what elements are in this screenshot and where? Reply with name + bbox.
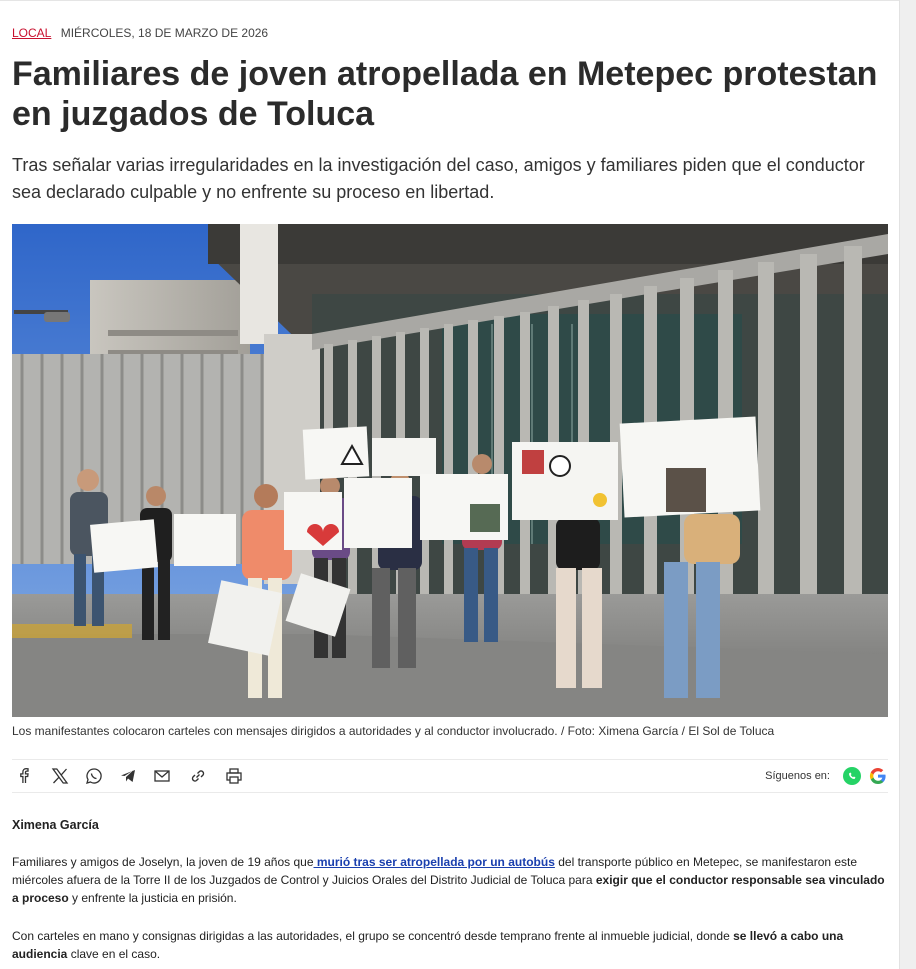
- paragraph-bold: exigir que el conductor responsable sea vinculado a proceso: [12, 873, 885, 905]
- author-name: Ximena García: [12, 818, 99, 832]
- paragraph-1: [12, 853, 888, 907]
- paragraph-text: y enfrente la justicia en prisión.: [68, 891, 237, 905]
- x-icon[interactable]: [50, 766, 72, 786]
- lead-photo: [12, 224, 888, 717]
- publish-date: MIÉRCOLES, 18 DE MARZO DE 2026: [60, 26, 269, 40]
- paragraph-2: [12, 927, 888, 963]
- paragraph-text: Con carteles en mano y consignas dirigidas a las autoridades, el grupo se concentró desde temprano frente al inmueble judicial, donde: [12, 929, 734, 943]
- whatsapp-icon[interactable]: [84, 766, 106, 786]
- whatsapp-channel-icon[interactable]: [842, 766, 862, 786]
- related-article-link[interactable]: murió tras ser atropellada por un autobús: [313, 855, 555, 869]
- article-summary: Tras señalar varias irregularidades en la investigación del caso, amigos y familiares piden que el conductor sea declarado culpable y no enfrente su proceso en libertad.: [12, 155, 865, 202]
- telegram-icon[interactable]: [118, 766, 140, 786]
- follow-label: Síguenos en:: [765, 770, 830, 782]
- email-icon[interactable]: [152, 766, 174, 786]
- facebook-icon[interactable]: [14, 766, 36, 786]
- top-divider: [0, 0, 900, 1]
- vertical-scrollbar[interactable]: [899, 0, 916, 969]
- headline: Familiares de joven atropellada en Metepec protestan en juzgados de Toluca: [12, 55, 878, 133]
- photo-caption: Los manifestantes colocaron carteles con mensajes dirigidos a autoridades y al conductor involucrado. / Foto: Ximena García / El Sol de Toluca: [12, 724, 775, 738]
- paragraph-text: del transporte público en Metepec, se manifestaron este miércoles afuera de la Torre II de los Juzgados de Control y Juicios Orales del Distrito Judicial de Toluca para: [12, 855, 858, 887]
- link-icon[interactable]: [188, 766, 210, 786]
- paragraph-text: Familiares y amigos de Joselyn, la joven de 19 años que: [12, 855, 314, 869]
- article-meta: [12, 26, 268, 40]
- section-link[interactable]: LOCAL: [12, 26, 52, 40]
- google-news-icon[interactable]: [868, 766, 888, 786]
- follow-us: [765, 766, 888, 786]
- paragraph-text: clave en el caso.: [67, 947, 161, 961]
- share-bar: [12, 759, 888, 793]
- print-icon[interactable]: [224, 766, 246, 786]
- paragraph-bold: se llevó a cabo una audiencia: [12, 929, 844, 961]
